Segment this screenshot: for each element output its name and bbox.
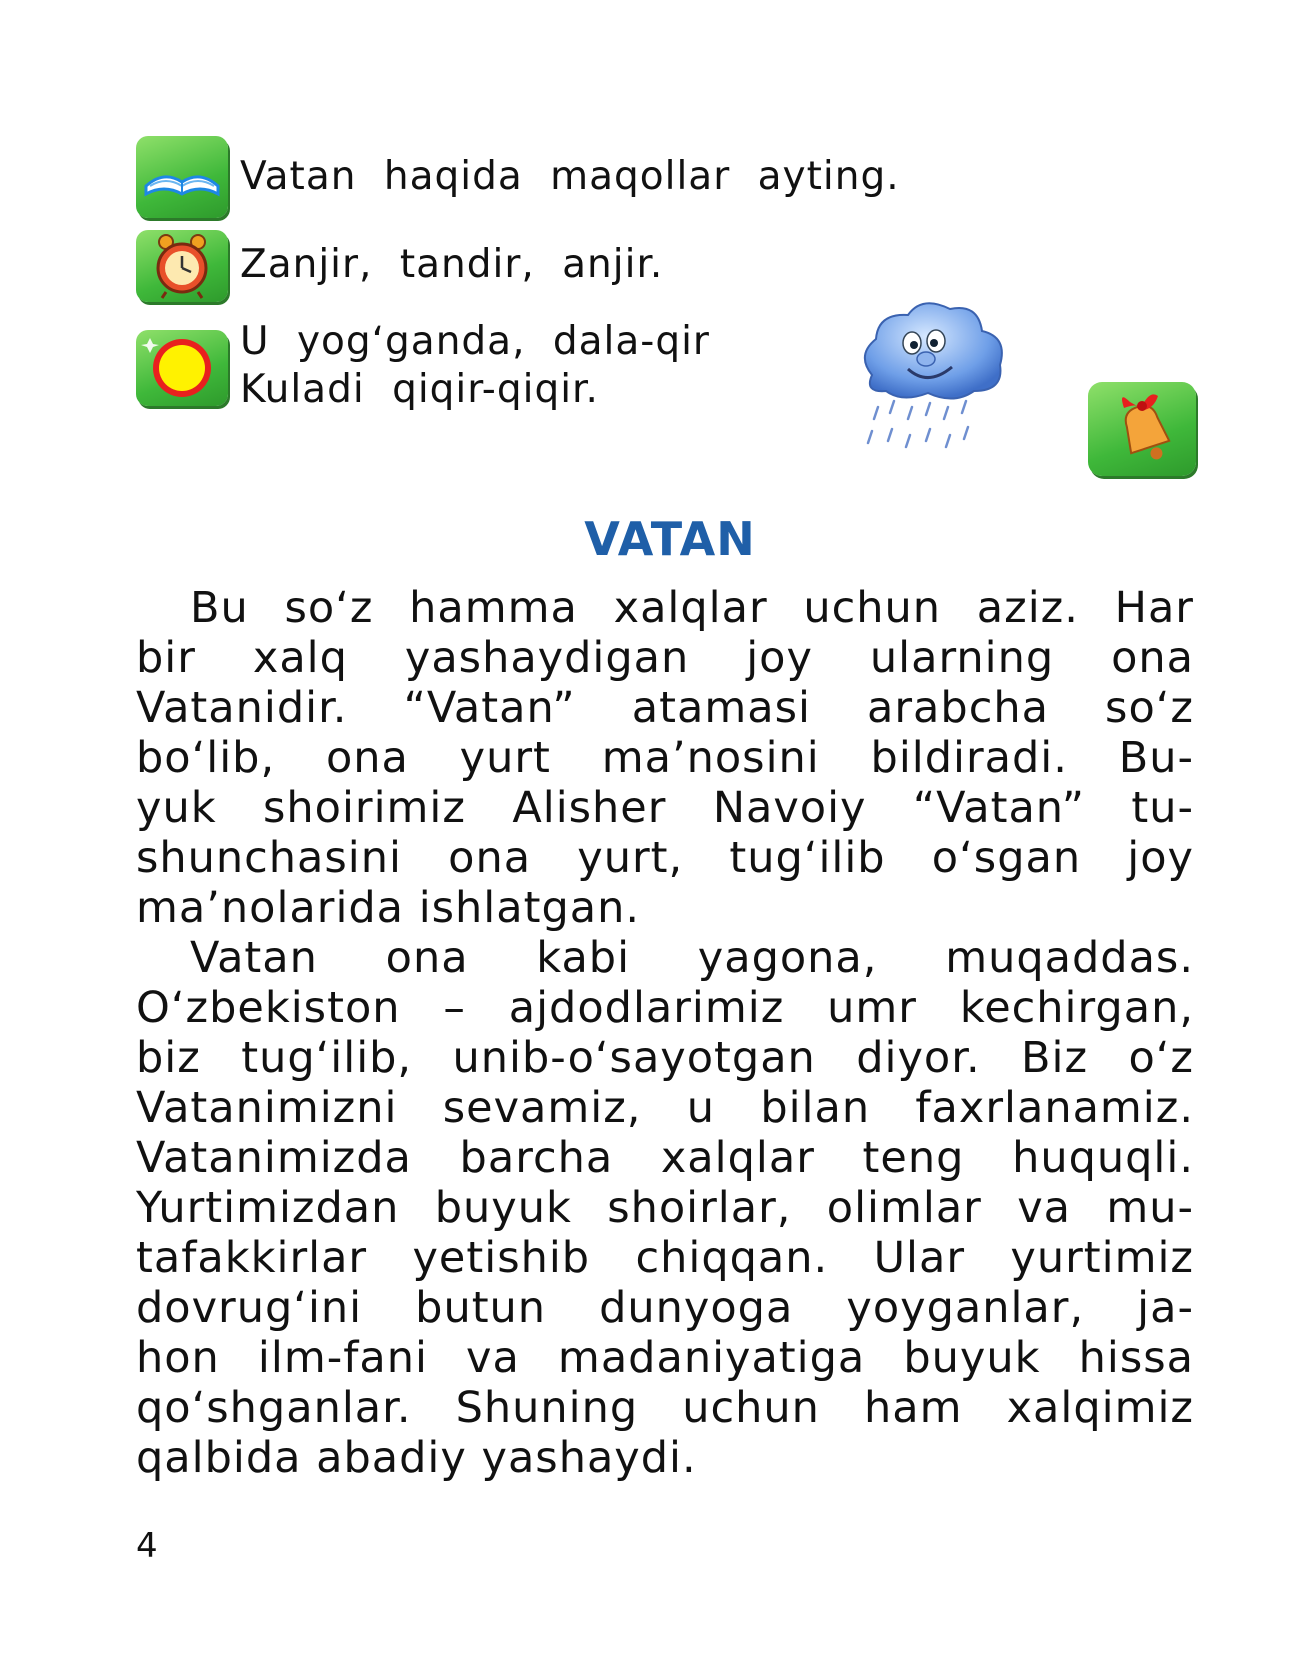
text-line: Vatanimizda barcha xalqlar teng huquqli.	[136, 1133, 1194, 1183]
text-line: biz tug‘ilib, unib-o‘sayotgan diyor. Biz o‘z	[136, 1033, 1194, 1083]
rain-cloud-icon	[842, 295, 1032, 465]
text-line: Vatanidir. “Vatan” atamasi arabcha so‘z	[136, 683, 1194, 733]
text-line: shunchasini ona yurt, tug‘ilib o‘sgan joy	[136, 833, 1194, 883]
text-line: Yurtimizdan buyuk shoirlar, olimlar va mu-	[136, 1183, 1194, 1233]
story-text	[136, 583, 1194, 1483]
text-line: O‘zbekiston – ajdodlarimiz umr kechirgan,	[136, 983, 1194, 1033]
text-line: Bu so‘z hamma xalqlar uchun aziz. Har	[190, 583, 1194, 633]
text-line: dovrug‘ini butun dunyoga yoyganlar, ja-	[136, 1283, 1194, 1333]
page-number: 4	[136, 1526, 158, 1566]
text-line: Vatanimizni sevamiz, u bilan faxrlanamiz.	[136, 1083, 1194, 1133]
bell-icon	[1088, 382, 1196, 476]
text-line: yuk shoirimiz Alisher Navoiy “Vatan” tu-	[136, 783, 1194, 833]
text-line: bir xalq yashaydigan joy ularning ona	[136, 633, 1194, 683]
text-line: ma’nolarida ishlatgan.	[136, 883, 641, 933]
exercise-text: Zanjir, tandir, anjir.	[240, 242, 664, 287]
exercise-riddle	[136, 318, 710, 414]
page-title: VATAN	[584, 512, 756, 566]
text-line: qalbida abadiy yashaydi.	[136, 1433, 697, 1483]
exercise-text: Vatan haqida maqollar ayting.	[240, 154, 900, 199]
text-line: tafakkirlar yetishib chiqqan. Ular yurtimiz	[136, 1233, 1194, 1283]
exercise-words	[136, 230, 663, 302]
text-line: qo‘shganlar. Shuning uchun ham xalqimiz	[136, 1383, 1194, 1433]
sun-icon	[136, 330, 228, 406]
text-line: hon ilm-fani va madaniyatiga buyuk hissa	[136, 1333, 1194, 1383]
open-book-icon	[136, 136, 228, 218]
alarm-clock-icon	[136, 230, 228, 302]
text-line: Vatan ona kabi yagona, muqaddas.	[190, 933, 1194, 983]
riddle-text	[228, 318, 710, 414]
text-line: bo‘lib, ona yurt ma’nosini bildiradi. Bu-	[136, 733, 1194, 783]
exercise-proverbs	[136, 136, 900, 218]
riddle-line-1: U yog‘ganda, dala-qir	[240, 319, 710, 364]
riddle-line-2: Kuladi qiqir-qiqir.	[240, 367, 599, 412]
